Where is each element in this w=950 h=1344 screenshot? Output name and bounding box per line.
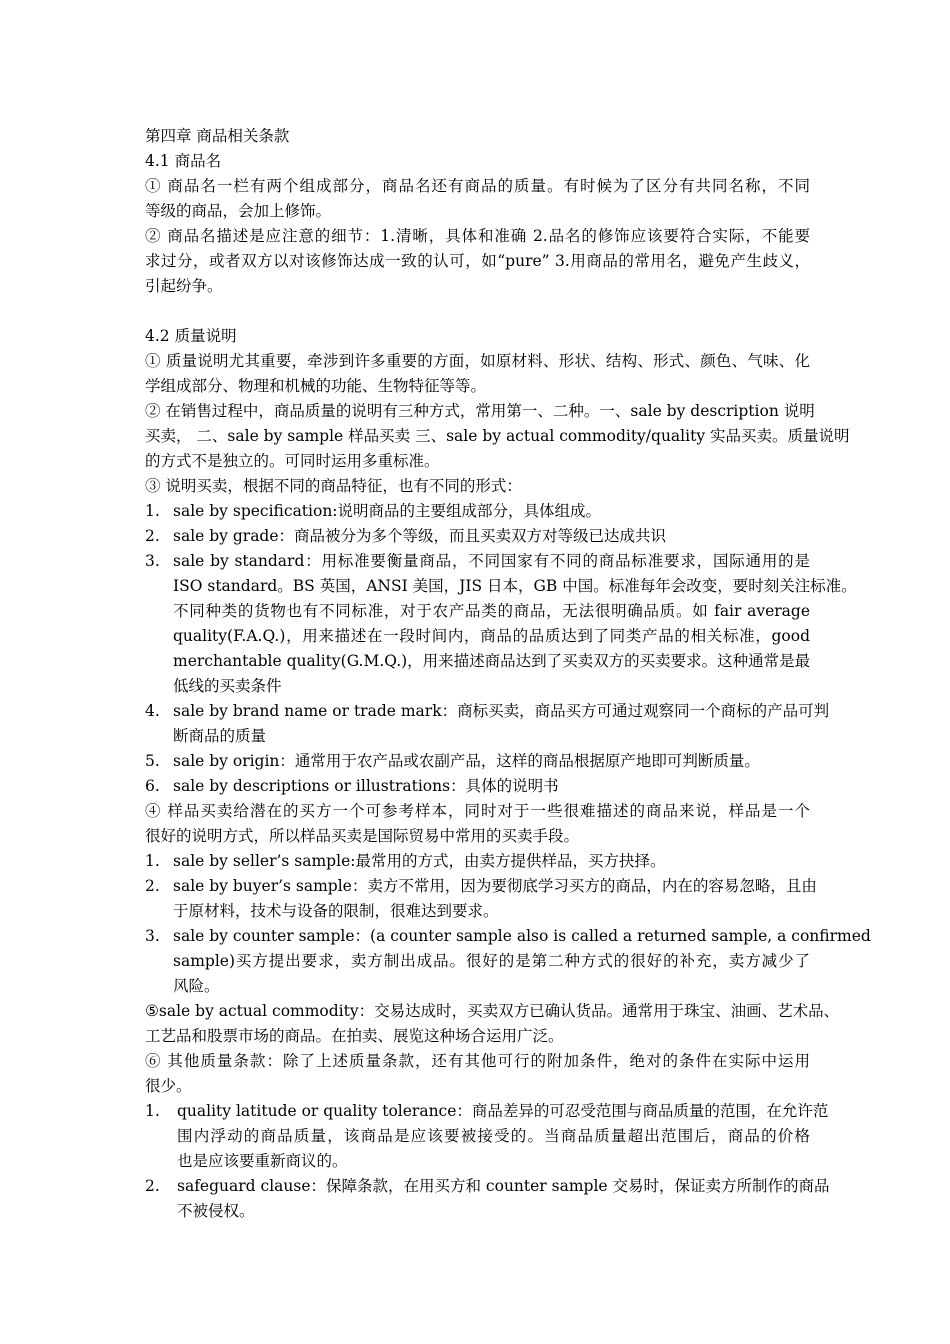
list-item: 1. sale by seller’s sample:最常用的方式，由卖方提供样品，买方抉择。	[145, 849, 810, 874]
blank-line	[145, 299, 810, 324]
section-4-1-paragraph-1: ① 商品名一栏有两个组成部分，商品名还有商品的质量。有时候为了区分有共同名称，不同 等级的商品，会加上修饰。	[145, 177, 810, 220]
list-number: 1.	[145, 852, 160, 870]
section-4-2-paragraph-2: ② 在销售过程中，商品质量的说明有三种方式，常用第一、二种。一、sale by description 说明 买卖， 二、sale by sample 样品买卖 三、sale by actual commodity/quality 实品买卖。质量说明 的方式不是独立的。可同时运用多重标准。	[145, 402, 850, 470]
list-number: 1.	[145, 502, 160, 520]
list-item: 3. sale by standard：用标准要衡量商品，不同国家有不同的商品标准要求，国际通用的是 ISO standard。BS 英国，ANSI 美国，JIS 日本，GB 中国。标准每年会改变，要时刻关注标准。 不同种类的货物也有不同标准，对于农产品类的商品，无法很明确品质。如 fair average quality(F.A.Q.)，用来描述在一段时间内，商品的品质达到了同类产品的相关标准，good merchantable quality(G.M.Q.)，用来描述商品达到了买卖双方的买卖要求。这种通常是最 低线的买卖条件	[145, 549, 810, 699]
list-item: 2. sale by grade：商品被分为多个等级，而且买卖双方对等级已达成共识	[145, 524, 810, 549]
section-4-2-paragraph-4: ④ 样品买卖给潜在的买方一个可参考样本，同时对于一些很难描述的商品来说，样品是一个 很好的说明方式，所以样品买卖是国际贸易中常用的买卖手段。	[145, 802, 810, 845]
list-item: 5. sale by origin：通常用于农产品或农副产品，这样的商品根据原产地即可判断质量。	[145, 749, 810, 774]
list-number: 3.	[145, 927, 160, 945]
description-sale-list	[145, 499, 857, 799]
list-number: 2.	[145, 877, 160, 895]
section-4-2-paragraph-1: ① 质量说明尤其重要，牵涉到许多重要的方面，如原材料、形状、结构、形式、颜色、气味、化 学组成部分、物理和机械的功能、生物特征等等。	[145, 352, 810, 395]
chapter-title: 第四章 商品相关条款	[145, 127, 290, 145]
section-4-1-heading: 4.1 商品名	[145, 152, 222, 170]
list-item: 2. sale by buyer’s sample：卖方不常用，因为要彻底学习买方的商品，内在的容易忽略，且由 于原材料，技术与设备的限制，很难达到要求。	[145, 874, 810, 924]
other-quality-clause-list	[145, 1099, 830, 1224]
list-item: 3. sale by counter sample：(a counter sample also is called a returned sample, a confirmed sample)买方提出要求，卖方制出成品。很好的是第二种方式的很好的补充，卖方减少了 风险。	[145, 924, 810, 999]
list-item: 6. sale by descriptions or illustrations：具体的说明书	[145, 774, 810, 799]
list-item: 2. safeguard clause：保障条款，在用买方和 counter sample 交易时，保证卖方所制作的商品 不被侵权。	[145, 1174, 810, 1224]
sample-sale-list	[145, 849, 871, 999]
section-4-2-paragraph-5: ⑤sale by actual commodity：交易达成时，买卖双方已确认货品。通常用于珠宝、油画、艺术品、 工艺品和股票市场的商品。在拍卖、展览这种场合运用广泛。	[145, 1002, 840, 1045]
list-number: 1.	[145, 1102, 160, 1120]
section-4-1-paragraph-2: ② 商品名描述是应注意的细节：1.清晰，具体和准确 2.品名的修饰应该要符合实际，不能要 求过分，或者双方以对该修饰达成一致的认可，如“pure” 3.用商品的常用名，避免产生歧义， 引起纷争。	[145, 227, 810, 295]
list-number: 5.	[145, 752, 160, 770]
list-number: 2.	[145, 527, 160, 545]
document-page	[145, 124, 871, 1224]
section-4-2-paragraph-3: ③ 说明买卖，根据不同的商品特征，也有不同的形式：	[145, 477, 522, 495]
section-4-2-paragraph-6: ⑥ 其他质量条款：除了上述质量条款，还有其他可行的附加条件，绝对的条件在实际中运用 很少。	[145, 1052, 810, 1095]
list-number: 3.	[145, 552, 160, 570]
list-item: 4. sale by brand name or trade mark：商标买卖，商品买方可通过观察同一个商标的产品可判 断商品的质量	[145, 699, 810, 749]
list-item: 1. sale by specification:说明商品的主要组成部分，具体组成。	[145, 499, 810, 524]
section-4-2-heading: 4.2 质量说明	[145, 327, 237, 345]
list-number: 4.	[145, 702, 160, 720]
list-number: 6.	[145, 777, 160, 795]
list-item: 1. quality latitude or quality tolerance：商品差异的可忍受范围与商品质量的范围，在允许范 围内浮动的商品质量，该商品是应该要被接受的。当商品质量超出范围后，商品的价格 也是应该要重新商议的。	[145, 1099, 810, 1174]
list-number: 2.	[145, 1177, 160, 1195]
